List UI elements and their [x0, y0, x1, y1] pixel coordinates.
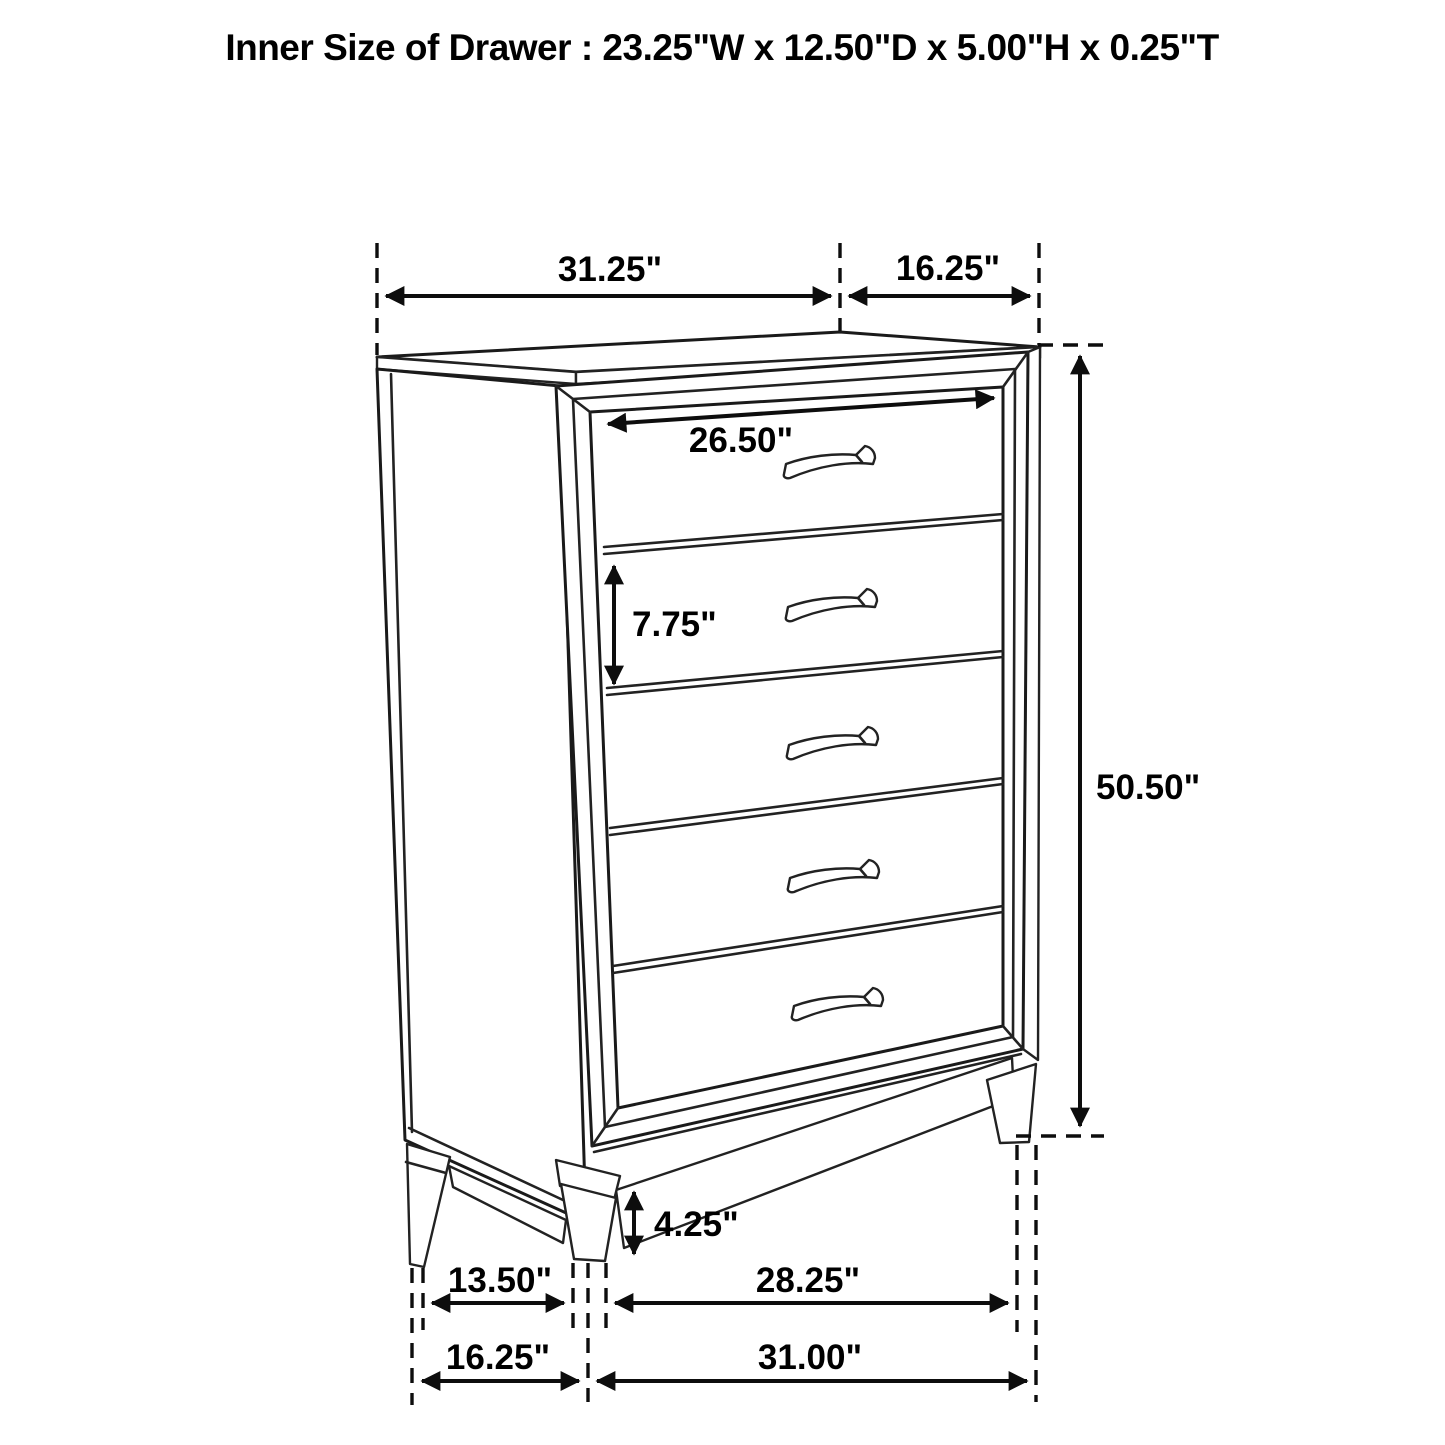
dim-drawer-opening-width-label: 26.50"	[688, 421, 794, 460]
rear-left-leg	[406, 1144, 450, 1267]
dim-base-width-label: 31.00"	[757, 1338, 863, 1377]
dim-base-width	[597, 1338, 1027, 1381]
dim-leg-inset-depth	[432, 1261, 564, 1303]
front-left-leg	[556, 1160, 620, 1261]
dim-leg-span-width-label: 28.25"	[755, 1261, 861, 1300]
dim-top-depth	[849, 249, 1030, 296]
dim-base-depth	[422, 1338, 579, 1381]
dim-leg-span-width	[615, 1261, 1008, 1303]
dim-overall-height	[1080, 356, 1200, 1126]
dim-overall-height-label: 50.50"	[1096, 768, 1201, 807]
dim-drawer-face-height-label: 7.75"	[632, 605, 717, 644]
diagram-title: Inner Size of Drawer : 23.25"W x 12.50"D x 5.00"H x 0.25"T	[225, 27, 1219, 68]
chest-drawing	[377, 332, 1040, 1267]
dim-top-depth-label: 16.25"	[895, 249, 1001, 288]
dim-leg-height-label: 4.25"	[654, 1205, 739, 1244]
dim-leg-inset-depth-label: 13.50"	[447, 1261, 553, 1300]
chest-left-side-panel	[377, 369, 586, 1222]
dim-base-depth-label: 16.25"	[445, 1338, 551, 1377]
dim-top-width-label: 31.25"	[557, 250, 663, 289]
dim-top-width	[386, 250, 831, 296]
